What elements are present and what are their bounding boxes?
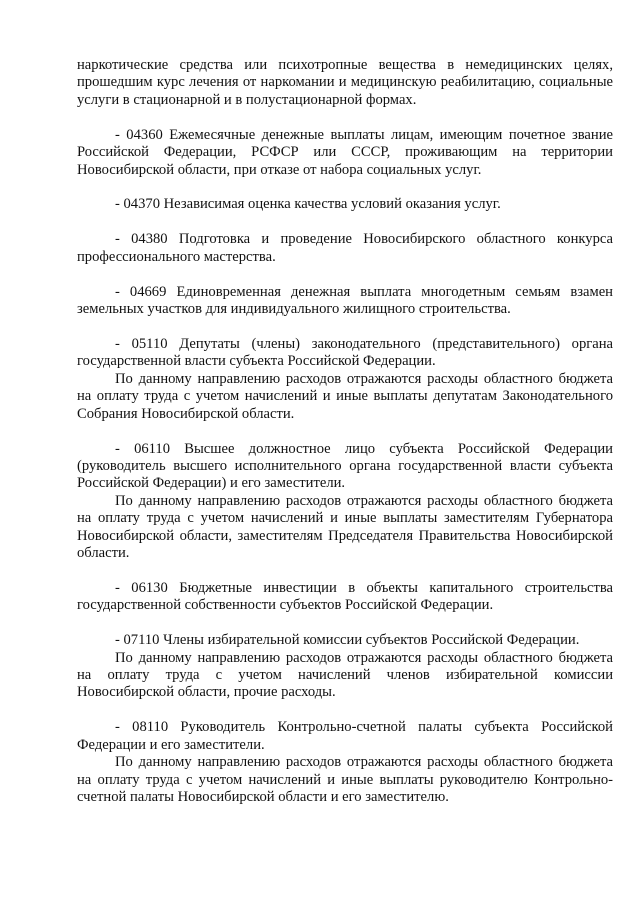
paragraph-08110-description: По данному направлению расходов отражаются расходы областного бюджета на оплату труда с учетом начислений и иные выплаты руководителю Контрольно-счетной палаты Новосибирской области и его заместителю.	[77, 754, 613, 805]
paragraph-04380: - 04380 Подготовка и проведение Новосибирского областного конкурса профессионального мастерства.	[77, 231, 613, 265]
paragraph-08110: - 08110 Руководитель Контрольно-счетной палаты субъекта Российской Федерации и его заместители.	[77, 719, 613, 753]
paragraph-04360: - 04360 Ежемесячные денежные выплаты лицам, имеющим почетное звание Российской Федерации, РСФСР или СССР, проживающим на территории Новосибирской области, при отказе от набора социальных услуг.	[77, 126, 613, 178]
paragraph-04370: - 04370 Независимая оценка качества условий оказания услуг.	[115, 196, 501, 213]
paragraph-05110-description: По данному направлению расходов отражаются расходы областного бюджета на оплату труда с учетом начислений и иные выплаты депутатам Законодательного Собрания Новосибирской области.	[77, 370, 613, 422]
document-page	[77, 57, 613, 806]
paragraph-05110: - 05110 Депутаты (члены) законодательного (представительного) органа государственной власти субъекта Российской Федерации.	[77, 335, 613, 370]
paragraph-07110-description: По данному направлению расходов отражаются расходы областного бюджета на оплату труда с учетом начислений членов избирательной комиссии Новосибирской области, прочие расходы.	[77, 649, 613, 701]
paragraph-continuation: наркотические средства или психотропные вещества в немедицинских целях, прошедшим курс лечения от наркомании и медицинскую реабилитацию, социальные услуги в стационарной и в полустационарной формах.	[77, 57, 613, 108]
paragraph-06110: - 06110 Высшее должностное лицо субъекта Российской Федерации (руководитель высшего исполнительного органа государственной власти субъекта Российской Федерации) и его заместители.	[77, 440, 613, 492]
paragraph-06110-description: По данному направлению расходов отражаются расходы областного бюджета на оплату труда с учетом начислений и иные выплаты заместителям Губернатора Новосибирской области, заместителям Председателя Правительства Новосибирской области.	[77, 492, 613, 561]
paragraph-07110: - 07110 Члены избирательной комиссии субъектов Российской Федерации.	[115, 632, 580, 649]
paragraph-06130: - 06130 Бюджетные инвестиции в объекты капитального строительства государственной собственности субъектов Российской Федерации.	[77, 579, 613, 614]
paragraph-04669: - 04669 Единовременная денежная выплата многодетным семьям взамен земельных участков для индивидуального жилищного строительства.	[77, 283, 613, 318]
